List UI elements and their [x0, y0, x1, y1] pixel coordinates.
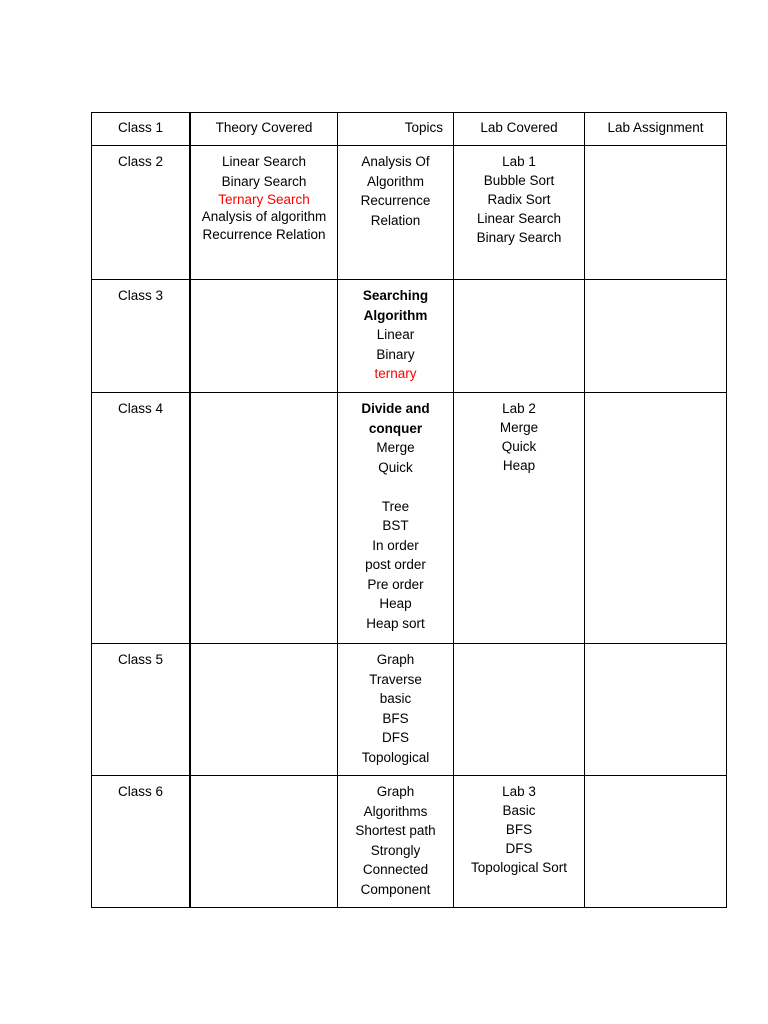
topic-heading: conquer [368, 420, 423, 436]
topic-heading: Divide and [361, 401, 430, 416]
class-cell [92, 280, 191, 393]
lab-cell [454, 393, 585, 644]
topics-cell [338, 146, 454, 280]
theory-cell [190, 146, 338, 280]
lab-cell [454, 146, 585, 280]
topic-item: Binary [376, 346, 415, 362]
table-row [92, 776, 727, 908]
theory-item: Recurrence Relation [202, 227, 326, 242]
topic-item: Strongly [370, 842, 421, 858]
topic-item: Pre order [367, 576, 424, 592]
theory-item-highlighted: Ternary Search [218, 192, 310, 207]
assignment-cell [585, 146, 727, 280]
theory-cell [190, 280, 338, 393]
topic-item: Tree [381, 498, 410, 514]
syllabus-table [91, 112, 727, 908]
header-theory-covered: Theory Covered [190, 113, 338, 146]
class-label: Class 5 [117, 652, 163, 667]
topic-item: Shortest path [355, 823, 436, 838]
topics-cell [338, 644, 454, 776]
topic-item: Graph [376, 784, 415, 799]
lab-item: Heap [502, 458, 536, 473]
topic-item: Merge [376, 440, 415, 455]
theory-cell [190, 644, 338, 776]
topic-item: Topological [361, 749, 430, 765]
topic-item: In order [372, 537, 419, 553]
topic-item: Traverse [369, 671, 422, 687]
topic-item: DFS [382, 730, 409, 745]
topic-item: Relation [370, 212, 421, 228]
topic-item: Algorithm [366, 173, 425, 189]
topic-item: Recurrence [360, 193, 431, 208]
topic-heading: Algorithm [363, 307, 428, 323]
class-cell [92, 146, 191, 280]
header-class: Class 1 [92, 113, 191, 146]
class-label: Class 4 [117, 401, 163, 416]
topic-item: Heap [379, 596, 412, 611]
lab-cell [454, 776, 585, 908]
lab-item: Radix Sort [487, 192, 551, 207]
assignment-cell [585, 776, 727, 908]
header-topics: Topics [338, 113, 454, 146]
theory-item: Binary Search [221, 173, 307, 189]
assignment-cell [585, 644, 727, 776]
topic-item: Component [360, 881, 431, 897]
assignment-cell [585, 393, 727, 644]
lab-item: Bubble Sort [483, 173, 555, 188]
lab-item: Merge [499, 420, 539, 435]
blank-line [338, 477, 453, 497]
class-cell [92, 393, 191, 644]
topics-cell [338, 776, 454, 908]
topic-item: Quick [378, 459, 413, 475]
table-row [92, 393, 727, 644]
lab-item: BFS [505, 822, 533, 837]
lab-item: Topological Sort [470, 860, 568, 875]
topics-cell [338, 280, 454, 393]
topic-item: Connected [362, 862, 429, 877]
topic-item: Analysis Of [361, 154, 430, 169]
topic-item: Algorithms [363, 803, 428, 819]
topic-item: basic [379, 691, 412, 706]
assignment-cell [585, 280, 727, 393]
class-cell [92, 644, 191, 776]
theory-item: Linear Search [221, 154, 307, 169]
topic-item-highlighted: ternary [374, 366, 417, 381]
lab-item: Basic [502, 803, 536, 818]
lab-item: Lab 1 [502, 154, 536, 169]
topic-item: BST [382, 518, 409, 533]
class-label: Class 3 [117, 288, 163, 303]
topic-item: Graph [376, 652, 415, 667]
lab-item: Linear Search [476, 211, 562, 226]
class-label: Class 6 [117, 784, 163, 799]
class-label: Class 2 [117, 154, 163, 169]
lab-item: Binary Search [476, 230, 562, 245]
lab-item: Lab 2 [502, 401, 536, 416]
topic-heading: Searching [362, 288, 429, 303]
topic-item: BFS [382, 710, 409, 726]
lab-cell [454, 280, 585, 393]
header-lab-assignment: Lab Assignment [585, 113, 727, 146]
topics-cell [338, 393, 454, 644]
class-cell [92, 776, 191, 908]
theory-cell [190, 776, 338, 908]
table-row [92, 644, 727, 776]
topic-item: post order [365, 557, 426, 572]
lab-item: Lab 3 [502, 784, 536, 799]
theory-cell [190, 393, 338, 644]
topic-item: Heap sort [366, 615, 425, 631]
header-lab-covered: Lab Covered [454, 113, 585, 146]
header-row [92, 113, 727, 146]
topic-item: Linear [376, 327, 415, 342]
theory-item: Analysis of algorithm [201, 209, 327, 224]
table-row [92, 146, 727, 280]
lab-item: DFS [505, 841, 533, 856]
table-row [92, 280, 727, 393]
lab-cell [454, 644, 585, 776]
lab-item: Quick [501, 439, 537, 454]
